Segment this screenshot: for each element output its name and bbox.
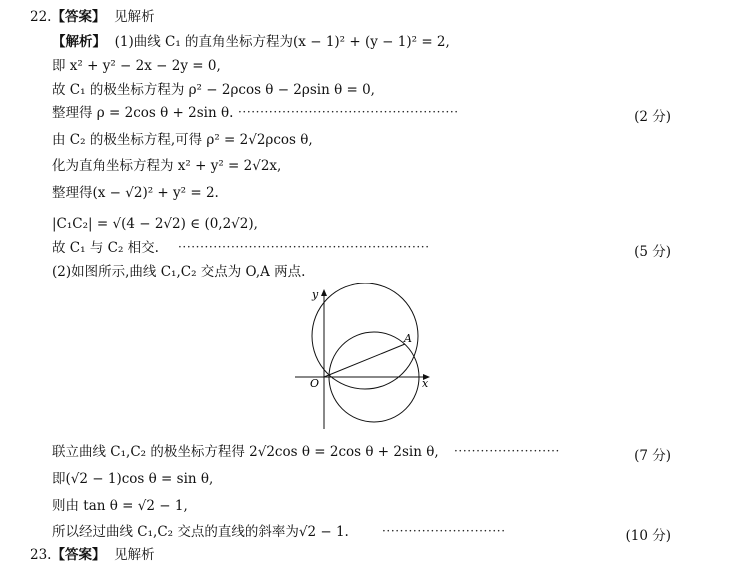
leader-dots: ························ bbox=[454, 444, 560, 458]
x-axis-label: x bbox=[422, 377, 429, 390]
score-label: (7 分) bbox=[634, 448, 671, 464]
curve-c1 bbox=[312, 283, 418, 389]
solution-line: 所以经过曲线 C₁,C₂ 交点的直线的斜率为√2 − 1. bbox=[52, 524, 349, 540]
solution-line: 联立曲线 C₁,C₂ 的极坐标方程得 2√2cos θ = 2cos θ + 2sin θ, bbox=[52, 444, 439, 460]
answer-tag: 【答案】 bbox=[51, 547, 106, 563]
y-axis-arrow bbox=[321, 289, 327, 296]
y-axis-label: y bbox=[312, 288, 319, 301]
score-label: (5 分) bbox=[634, 244, 671, 260]
leader-dots: ·················································· bbox=[238, 105, 459, 119]
score-label: (10 分) bbox=[625, 528, 671, 544]
analysis-tag: 【解析】 bbox=[52, 34, 106, 50]
origin-label: O bbox=[310, 377, 320, 390]
solution-line: 即 x² + y² − 2x − 2y = 0, bbox=[52, 58, 221, 74]
analysis-line-1 bbox=[52, 34, 450, 50]
q22-header bbox=[30, 9, 155, 25]
solution-line: 故 C₁ 的极坐标方程为 ρ² − 2ρcos θ − 2ρsin θ = 0, bbox=[52, 82, 375, 98]
solution-line: |C₁C₂| = √(4 − 2√2) ∈ (0,2√2), bbox=[52, 216, 258, 232]
solution-line: 则由 tan θ = √2 − 1, bbox=[52, 498, 188, 514]
solution-line: 整理得 ρ = 2cos θ + 2sin θ. bbox=[52, 105, 234, 121]
solution-line: (1)曲线 C₁ 的直角坐标方程为(x − 1)² + (y − 1)² = 2, bbox=[114, 34, 450, 50]
solution-line: 由 C₂ 的极坐标方程,可得 ρ² = 2√2ρcos θ, bbox=[52, 132, 313, 148]
solution-line: 故 C₁ 与 C₂ 相交. bbox=[52, 240, 159, 256]
answer-text: 见解析 bbox=[114, 547, 155, 563]
solution-line: 整理得(x − √2)² + y² = 2. bbox=[52, 185, 219, 201]
leader-dots: ···························· bbox=[382, 524, 506, 538]
score-label: (2 分) bbox=[634, 109, 671, 125]
q22-number: 22. bbox=[30, 9, 52, 25]
q23-number: 23. bbox=[30, 547, 52, 563]
question-23-header bbox=[30, 547, 155, 563]
answer-text: 见解析 bbox=[114, 9, 155, 25]
line-oa bbox=[324, 344, 405, 377]
solution-line: (2)如图所示,曲线 C₁,C₂ 交点为 O,A 两点. bbox=[52, 264, 306, 280]
circles-figure bbox=[290, 283, 440, 433]
answer-tag: 【答案】 bbox=[51, 9, 106, 25]
solution-line: 化为直角坐标方程为 x² + y² = 2√2x, bbox=[52, 158, 282, 174]
leader-dots: ························································· bbox=[178, 240, 430, 254]
solution-line: 即(√2 − 1)cos θ = sin θ, bbox=[52, 471, 214, 487]
point-a-label: A bbox=[404, 332, 412, 345]
